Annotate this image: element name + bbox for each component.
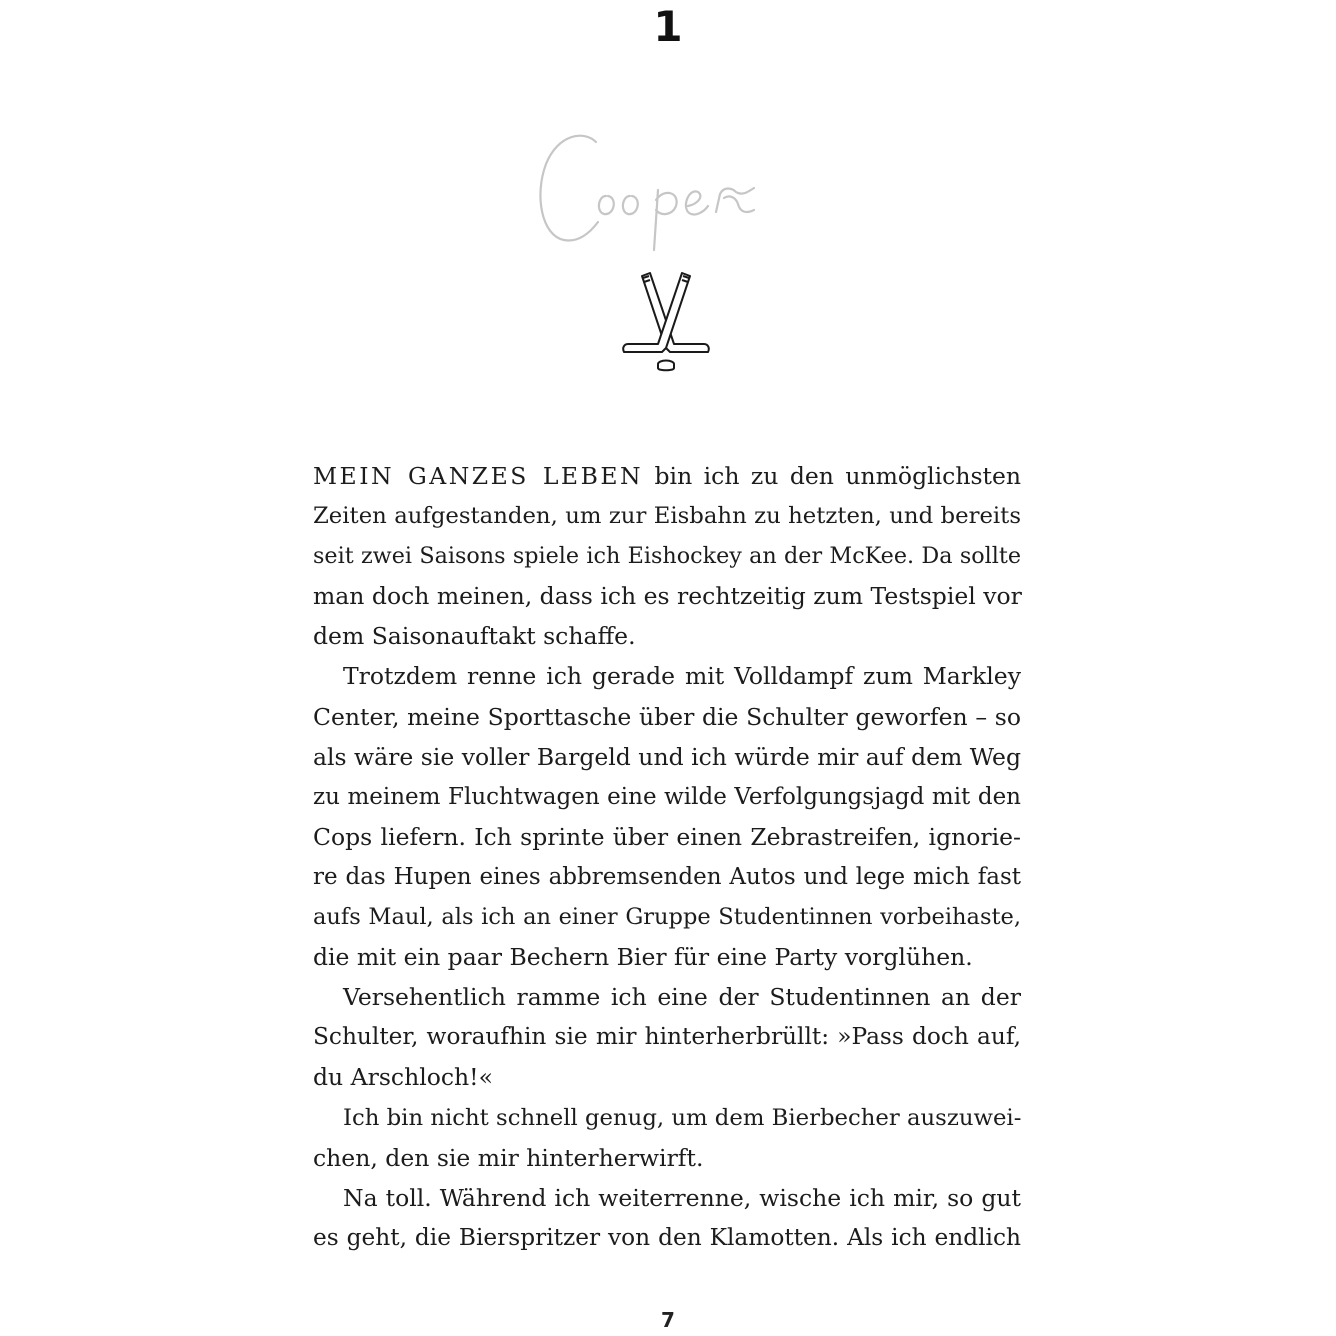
- chapter-body-text: [313, 456, 1021, 1258]
- text-line: du Arschloch!«: [313, 1063, 493, 1092]
- text-line: Na toll. Während ich weiterrenne, wische ich mir, so gut: [343, 1183, 1021, 1212]
- text-line: MEIN GANZES LEBEN bin ich zu den unmöglichsten: [313, 462, 1021, 490]
- text-line: es geht, die Bierspritzer von den Klamotten. Als ich endlich: [313, 1223, 1021, 1251]
- character-name-script-icon: [518, 112, 818, 262]
- text-line: chen, den sie mir hinterherwirft.: [313, 1143, 704, 1172]
- character-name: [518, 112, 818, 262]
- crossed-hockey-sticks-icon: [618, 268, 714, 376]
- text-line: re das Hupen eines abbremsenden Autos und lege mich fast: [313, 863, 1021, 890]
- text-line: Center, meine Sporttasche über die Schulter geworfen – so: [313, 702, 1021, 731]
- text-line: Cops liefern. Ich sprinte über einen Zebrastreifen, ignorie-: [313, 822, 1021, 851]
- text-line: aufs Maul, als ich an einer Gruppe Studentinnen vorbeihaste,: [313, 904, 1021, 931]
- text-line: seit zwei Saisons spiele ich Eishockey an der McKee. Da sollte: [313, 543, 1021, 570]
- text-line: zu meinem Fluchtwagen eine wilde Verfolgungsjagd mit den: [313, 783, 1021, 810]
- text-line: man doch meinen, dass ich es rechtzeitig zum Testspiel vor: [313, 582, 1022, 611]
- text-line: Ich bin nicht schnell genug, um dem Bierbecher auszuwei-: [343, 1104, 1022, 1131]
- chapter-number: 1: [653, 2, 683, 51]
- text-line: Versehentlich ramme ich eine der Studentinnen an der: [343, 983, 1021, 1012]
- text-line: Schulter, woraufhin sie mir hinterherbrüllt: »Pass doch auf,: [313, 1023, 1021, 1051]
- page-number: 7: [661, 1308, 675, 1332]
- text-line: als wäre sie voller Bargeld und ich würde mir auf dem Weg: [313, 742, 1021, 771]
- opening-small-caps: MEIN GANZES LEBEN: [313, 462, 644, 490]
- text-line: Zeiten aufgestanden, um zur Eisbahn zu hetzten, und bereits: [313, 503, 1021, 530]
- text-line: Trotzdem renne ich gerade mit Volldampf zum Markley: [343, 662, 1021, 691]
- text-line: die mit ein paar Bechern Bier für eine Party vorglühen.: [313, 943, 973, 972]
- text-line: dem Saisonauftakt schaffe.: [313, 622, 636, 651]
